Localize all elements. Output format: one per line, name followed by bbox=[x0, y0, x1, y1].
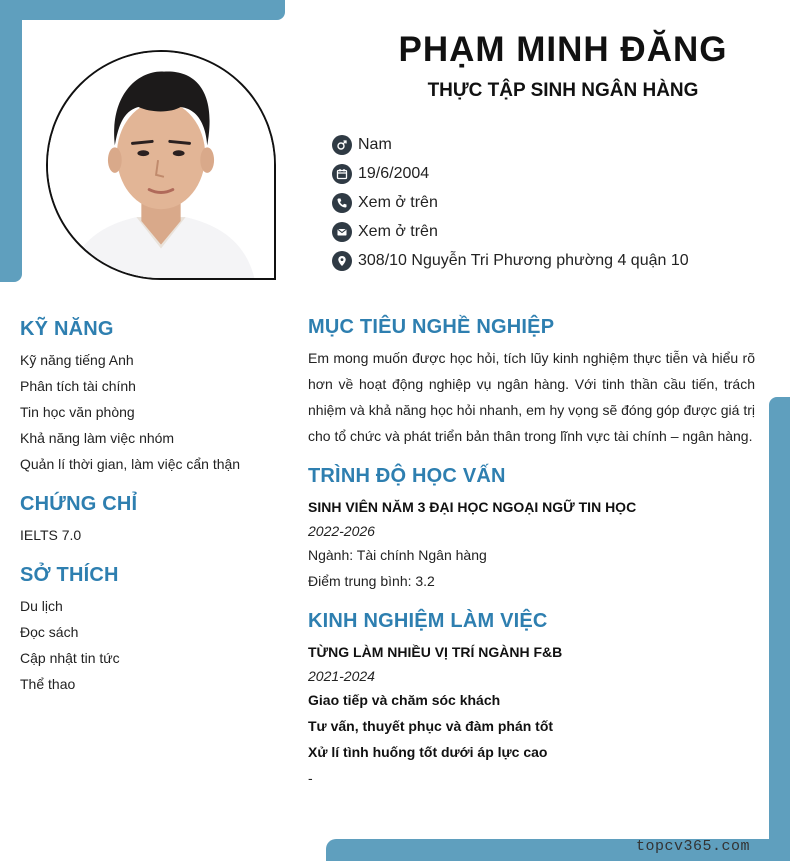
hobbies-list bbox=[20, 593, 285, 697]
decorative-top-bar bbox=[0, 0, 285, 20]
candidate-name: PHẠM MINH ĐĂNG bbox=[398, 30, 728, 69]
skill-item: Phân tích tài chính bbox=[20, 378, 136, 394]
objective-title: MỤC TIÊU NGHỀ NGHIỆP bbox=[308, 316, 555, 338]
certificates-title: CHỨNG CHỈ bbox=[20, 493, 138, 515]
certificate-item: IELTS 7.0 bbox=[20, 527, 82, 543]
education-major: Ngành: Tài chính Ngân hàng bbox=[308, 547, 487, 563]
decorative-right-bar bbox=[769, 397, 790, 861]
watermark: topcv365.com bbox=[635, 838, 750, 855]
location-icon bbox=[332, 251, 352, 271]
hobby-item: Đọc sách bbox=[20, 624, 79, 640]
skills-list bbox=[20, 347, 285, 477]
experience-duty: Xử lí tình huống tốt dưới áp lực cao bbox=[308, 744, 548, 760]
hobby-item: Cập nhật tin tức bbox=[20, 650, 120, 666]
experience-period: 2021-2024 bbox=[308, 668, 375, 684]
hobby-item: Du lịch bbox=[20, 598, 63, 614]
objective-text: Em mong muốn được học hỏi, tích lũy kinh nghiệm thực tiễn và hiểu rõ hơn về hoạt động nghiệp vụ ngân hàng. Với tinh thần cầu tiến, trách nhiệm và khả năng học hỏi nhanh, em hy vọng sẽ đóng góp được giá trị cho tổ chức và phát triển bản thân trong lĩnh vực tài chính – ngân hàng. bbox=[308, 350, 755, 444]
contact-email bbox=[332, 217, 689, 246]
contact-address bbox=[332, 246, 689, 275]
mail-icon bbox=[332, 222, 352, 242]
gender-value: Nam bbox=[358, 135, 392, 153]
phone-icon bbox=[332, 193, 352, 213]
profile-photo bbox=[46, 50, 276, 280]
contact-gender bbox=[332, 130, 689, 159]
hobbies-title: SỞ THÍCH bbox=[20, 564, 119, 586]
experience-duty: Tư vấn, thuyết phục và đàm phán tốt bbox=[308, 718, 554, 734]
experience-title: KINH NGHIỆM LÀM VIỆC bbox=[308, 610, 548, 632]
skill-item: Kỹ năng tiếng Anh bbox=[20, 352, 134, 368]
hobby-item: Thể thao bbox=[20, 676, 76, 692]
portrait-illustration bbox=[48, 52, 274, 278]
contact-info bbox=[332, 130, 689, 275]
skill-item: Tin học văn phòng bbox=[20, 404, 135, 420]
email-value: Xem ở trên bbox=[358, 222, 438, 240]
education-school: SINH VIÊN NĂM 3 ĐẠI HỌC NGOẠI NGỮ TIN HỌC bbox=[308, 499, 637, 515]
experience-role: TỪNG LÀM NHIỀU VỊ TRÍ NGÀNH F&B bbox=[308, 644, 563, 660]
left-column bbox=[20, 318, 285, 697]
birthday-value: 19/6/2004 bbox=[358, 164, 430, 182]
contact-birthday bbox=[332, 159, 689, 188]
education-title: TRÌNH ĐỘ HỌC VẤN bbox=[308, 465, 506, 487]
phone-value: Xem ở trên bbox=[358, 193, 438, 211]
decorative-left-bar bbox=[0, 0, 22, 282]
education-period: 2022-2026 bbox=[308, 523, 375, 539]
experience-duty: Giao tiếp và chăm sóc khách bbox=[308, 692, 501, 708]
address-value: 308/10 Nguyễn Tri Phương phường 4 quận 10 bbox=[358, 251, 689, 269]
job-title: THỰC TẬP SINH NGÂN HÀNG bbox=[427, 80, 699, 101]
right-column bbox=[308, 316, 755, 791]
certificates-list bbox=[20, 522, 285, 548]
education-gpa: Điểm trung bình: 3.2 bbox=[308, 573, 435, 589]
experience-note: - bbox=[308, 770, 313, 786]
calendar-icon bbox=[332, 164, 352, 184]
skill-item: Khả năng làm việc nhóm bbox=[20, 430, 175, 446]
skills-title: KỸ NĂNG bbox=[20, 318, 114, 340]
gender-icon bbox=[332, 135, 352, 155]
skill-item: Quản lí thời gian, làm việc cẩn thận bbox=[20, 456, 241, 472]
contact-phone bbox=[332, 188, 689, 217]
